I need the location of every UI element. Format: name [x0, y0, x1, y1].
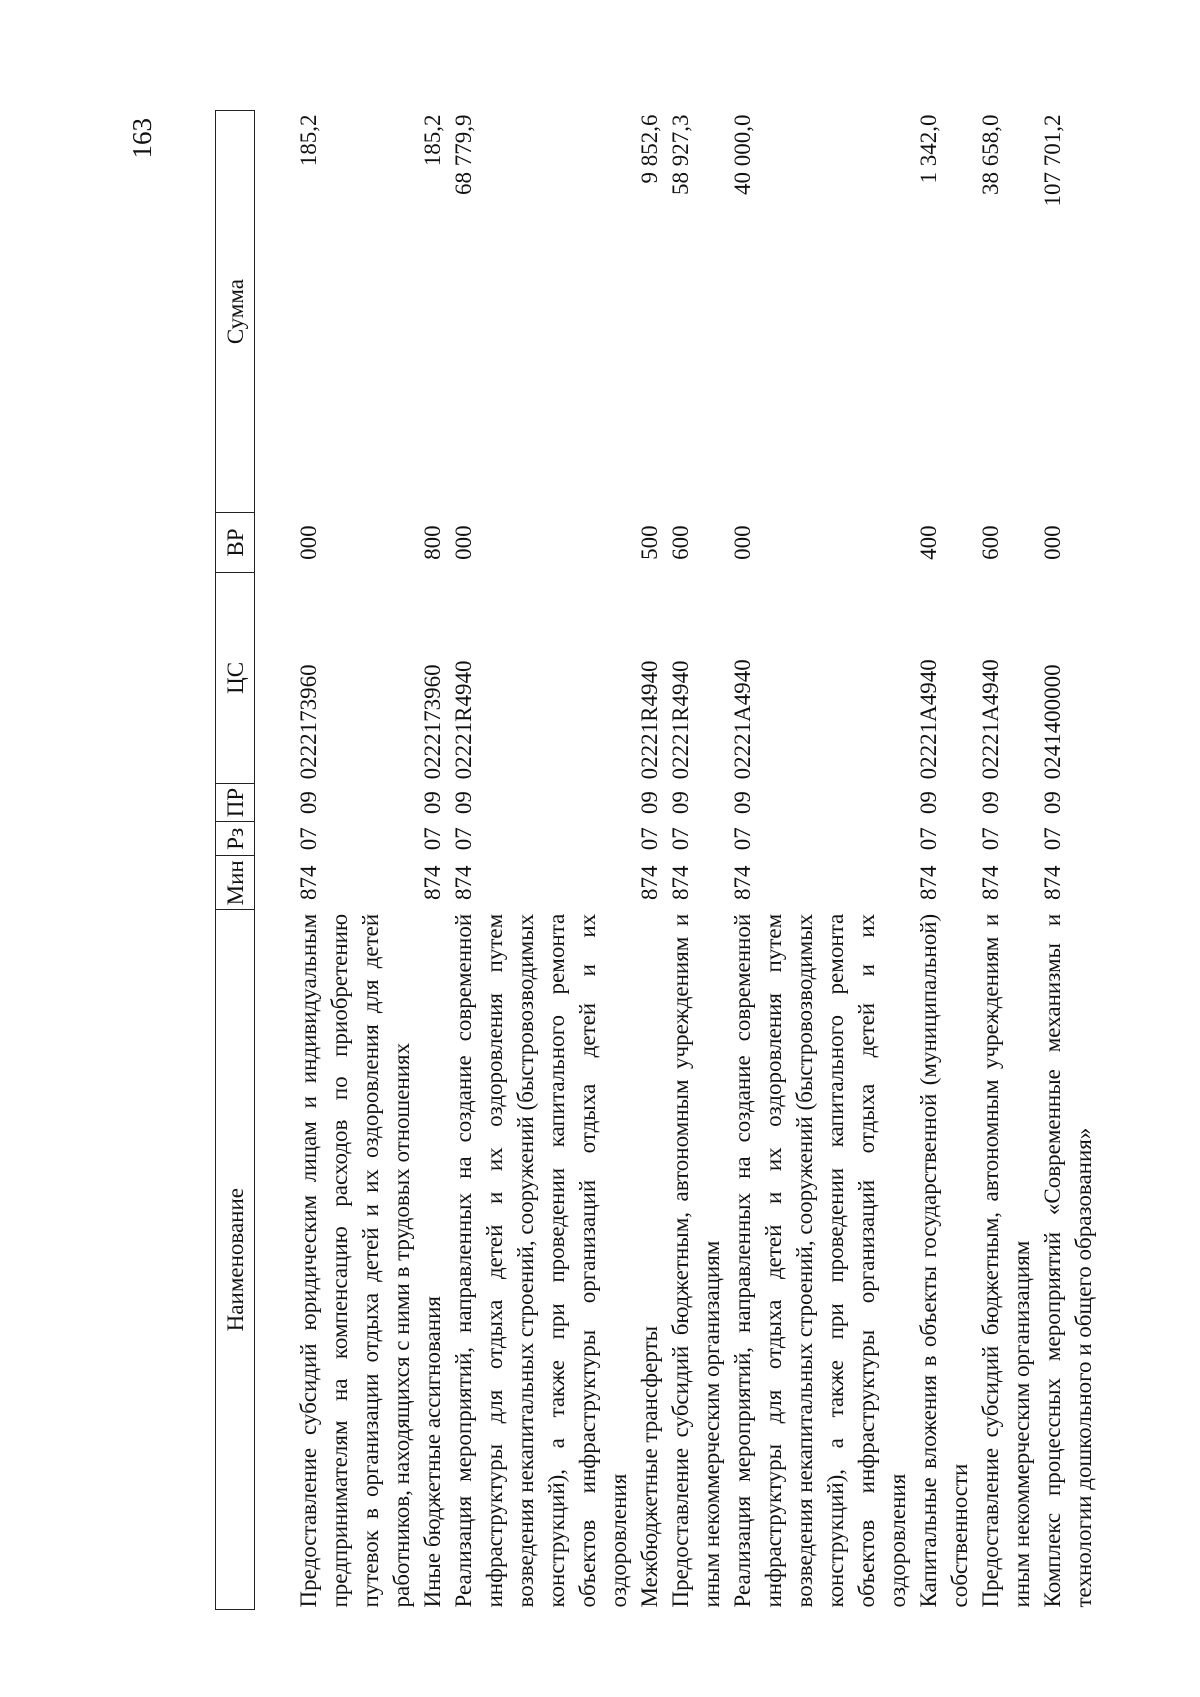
row-cs: 02221R4940 — [637, 660, 662, 780]
row-name: Предоставление субсидий юридическим лицам и индивидуальным предпринимателям на компенсацию расходов по приобретению путевок в организации отдыха детей и их оздоровления для детей работников, находящихся с ними в трудовых отношениях — [296, 913, 414, 1608]
row-rz: 07 — [916, 827, 941, 851]
page-number: 163 — [127, 118, 157, 159]
row-min: 874 — [1040, 865, 1065, 901]
table-row — [665, 111, 727, 1610]
table-row — [913, 111, 975, 1610]
row-vr: 000 — [1040, 525, 1065, 560]
row-cs: 02221A4940 — [916, 659, 941, 780]
row-cs: 02221R4940 — [451, 660, 476, 780]
row-vr: 000 — [730, 525, 755, 560]
row-min: 874 — [668, 865, 693, 901]
row-rz: 07 — [637, 827, 662, 851]
row-name: Комплекс процессных мероприятий «Современные механизмы и технологии дошкольного и общего образования» — [1040, 913, 1096, 1608]
row-cs: 0222173960 — [296, 664, 321, 780]
row-rz: 07 — [1040, 827, 1065, 851]
table-row — [727, 111, 913, 1610]
row-sum: 40 000,0 — [730, 114, 755, 195]
row-pr: 09 — [668, 791, 693, 815]
row-name: Предоставление субсидий бюджетным, автономным учреждениям и иным некоммерческим организациям — [668, 913, 724, 1608]
row-min: 874 — [296, 865, 321, 901]
header-name: Наименование — [216, 910, 255, 1610]
row-sum: 1 342,0 — [916, 114, 941, 184]
row-name: Реализация мероприятий, направленных на создание современной инфраструктуры для отдыха детей и их оздоровления путем возведения некапитальных строений, сооружений (быстровозводимых конструкций), а также при проведении капитального ремонта объектов инфраструктуры организаций отдыха детей и их оздоровления — [451, 913, 631, 1608]
row-pr: 09 — [451, 791, 476, 815]
header-pr: ПР — [216, 783, 255, 821]
row-vr: 000 — [451, 525, 476, 560]
table-row — [634, 111, 665, 1610]
row-cs: 0241400000 — [1040, 664, 1065, 780]
row-pr: 09 — [730, 791, 755, 815]
row-pr: 09 — [420, 791, 445, 815]
row-pr: 09 — [296, 791, 321, 815]
row-name: Капитальные вложения в объекты государственной (муниципальной) собственности — [916, 913, 972, 1608]
row-sum: 107 701,2 — [1040, 114, 1065, 207]
row-vr: 400 — [916, 525, 941, 560]
row-name: Межбюджетные трансферты — [637, 1325, 662, 1608]
row-vr: 600 — [978, 525, 1003, 560]
row-sum: 185,2 — [296, 114, 321, 167]
table-row — [1037, 111, 1099, 1610]
row-rz: 07 — [668, 827, 693, 851]
row-cs: 02221A4940 — [978, 659, 1003, 780]
table-row — [448, 111, 634, 1610]
row-pr: 09 — [978, 791, 1003, 815]
row-sum: 58 927,3 — [668, 114, 693, 195]
row-rz: 07 — [978, 827, 1003, 851]
row-name: Предоставление субсидий бюджетным, автономным учреждениям и иным некоммерческим организациям — [978, 913, 1034, 1608]
row-min: 874 — [916, 865, 941, 901]
row-vr: 600 — [668, 525, 693, 560]
row-sum: 185,2 — [420, 114, 445, 167]
row-min: 874 — [978, 865, 1003, 901]
row-rz: 07 — [730, 827, 755, 851]
row-cs: 02221A4940 — [730, 659, 755, 780]
row-vr: 000 — [296, 525, 321, 560]
row-vr: 500 — [637, 525, 662, 560]
table-header — [216, 111, 255, 1610]
row-rz: 07 — [296, 827, 321, 851]
row-pr: 09 — [1040, 791, 1065, 815]
table-row — [417, 111, 448, 1610]
row-cs: 02221R4940 — [668, 660, 693, 780]
table-row — [255, 111, 418, 1610]
row-pr: 09 — [637, 791, 662, 815]
row-min: 874 — [420, 865, 445, 901]
row-sum: 68 779,9 — [451, 114, 476, 195]
rotated-page — [75, 110, 1105, 1610]
header-sum: Сумма — [216, 111, 255, 513]
row-sum: 38 658,0 — [978, 114, 1003, 195]
header-vr: ВР — [216, 513, 255, 573]
row-cs: 0222173960 — [420, 664, 445, 780]
row-min: 874 — [451, 865, 476, 901]
row-min: 874 — [637, 865, 662, 901]
row-pr: 09 — [916, 791, 941, 815]
budget-table — [215, 110, 1099, 1610]
row-vr: 800 — [420, 525, 445, 560]
table-body — [255, 111, 1100, 1610]
row-sum: 9 852,6 — [637, 114, 662, 184]
row-name: Иные бюджетные ассигнования — [420, 1296, 445, 1608]
header-cs: ЦС — [216, 572, 255, 783]
row-rz: 07 — [420, 827, 445, 851]
row-min: 874 — [730, 865, 755, 901]
header-rz: Рз — [216, 822, 255, 856]
row-name: Реализация мероприятий, направленных на создание современной инфраструктуры для отдыха детей и их оздоровления путем возведения некапитальных строений, сооружений (быстровозводимых конструкций), а также при проведении капитального ремонта объектов инфраструктуры организаций отдыха детей и их оздоровления — [730, 913, 910, 1608]
row-rz: 07 — [451, 827, 476, 851]
header-min: Мин — [216, 856, 255, 910]
table-row — [975, 111, 1037, 1610]
